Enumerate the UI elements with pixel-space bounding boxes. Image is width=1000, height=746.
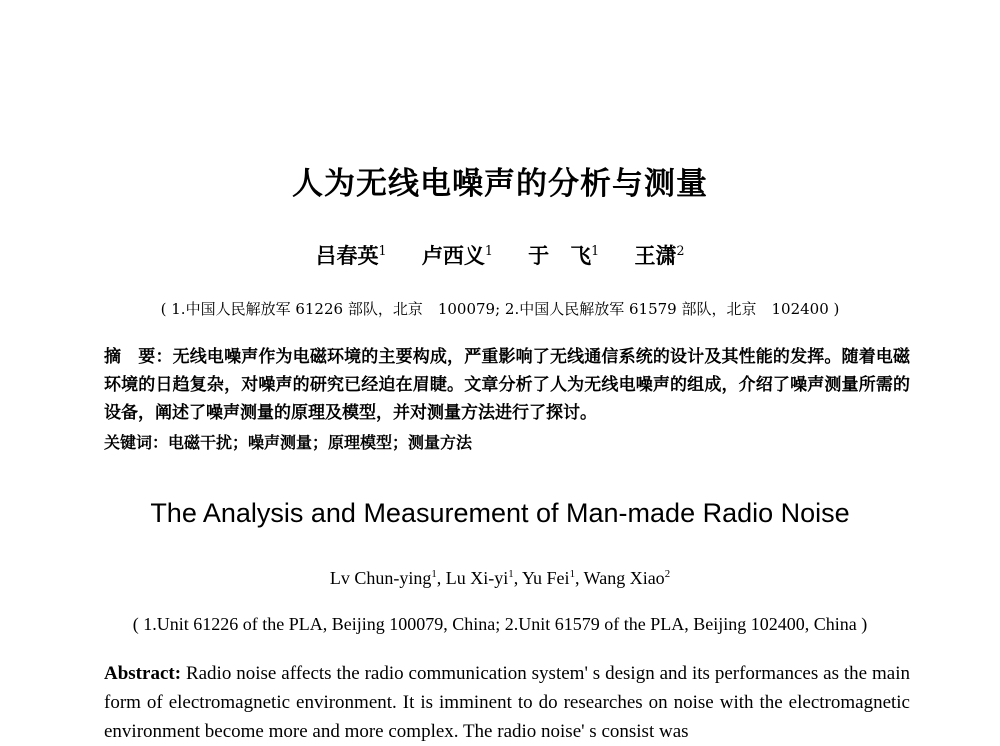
author-name: 王潇: [634, 243, 677, 268]
author-name: Lv Chun-ying: [329, 568, 432, 588]
english-abstract-label: Abstract:: [104, 663, 182, 684]
chinese-abstract-text: 无线电噪声作为电磁环境的主要构成，严重影响了无线通信系统的设计及其性能的发挥。随着电磁环境的日趋复杂，对噪声的研究已经迫在眉睫。文章分析了人为无线电噪声的组成，介绍了噪声测量所需的设备，阐述了噪声测量的原理及模型，并对测量方法进行了探讨。: [104, 347, 910, 423]
chinese-keywords-label: 关键词：: [104, 433, 169, 452]
english-author: [522, 568, 575, 588]
author-affil-mark: 1: [431, 568, 437, 580]
author-affil-mark: 1: [569, 568, 575, 580]
chinese-authors: [0, 240, 1000, 270]
author-name: Yu Fei: [522, 568, 570, 588]
english-title: The Analysis and Measurement of Man-made Radio Noise: [150, 498, 850, 528]
author-name: Lu Xi-yi: [445, 568, 509, 588]
chinese-author: [316, 243, 387, 268]
english-author: [330, 568, 437, 588]
chinese-affiliation: ( 1.中国人民解放军 61226 部队，北京 100079; 2.中国人民解放军 61579 部队，北京 102400 ): [160, 300, 840, 318]
author-affil-mark: 2: [676, 243, 685, 258]
english-author: [446, 568, 514, 588]
author-affil-mark: 1: [591, 243, 600, 258]
author-affil-mark: 1: [378, 243, 387, 258]
author-affil-mark: 1: [484, 243, 493, 258]
author-name: 吕春英: [315, 243, 379, 268]
chinese-author: [422, 243, 493, 268]
chinese-author: [634, 243, 684, 268]
author-name: 卢西义: [421, 243, 485, 268]
chinese-author: [528, 243, 599, 268]
author-name: 于 飞: [528, 243, 592, 268]
chinese-abstract: [104, 343, 910, 427]
english-affiliation: ( 1.Unit 61226 of the PLA, Beijing 100079, China; 2.Unit 61579 of the PLA, Beijing 102400, China ): [132, 614, 868, 634]
english-author: [584, 568, 670, 588]
author-affil-mark: 2: [664, 568, 671, 580]
english-authors: Lv Chun-ying$^1$, Lu $Xi-yi^1$, Yu Fei$^1$, Wang Xiao$^2$: [329, 568, 671, 588]
chinese-abstract-label: 摘 要：: [104, 347, 173, 367]
chinese-title: 人为无线电噪声的分析与测量: [292, 166, 708, 202]
author-name: Wang Xiao: [583, 568, 665, 588]
chinese-keywords: [104, 429, 910, 457]
english-abstract-text: Radio noise affects the radio communication system' s design and its performances as the main form of electromagnetic environment. It is imminent to do researches on noise with the electromagnetic environment become more and more complex. The radio noise' s consist was: [104, 663, 910, 742]
chinese-keywords-text: 电磁干扰；噪声测量；原理模型；测量方法: [168, 433, 473, 452]
author-affil-mark: 1: [508, 568, 514, 580]
